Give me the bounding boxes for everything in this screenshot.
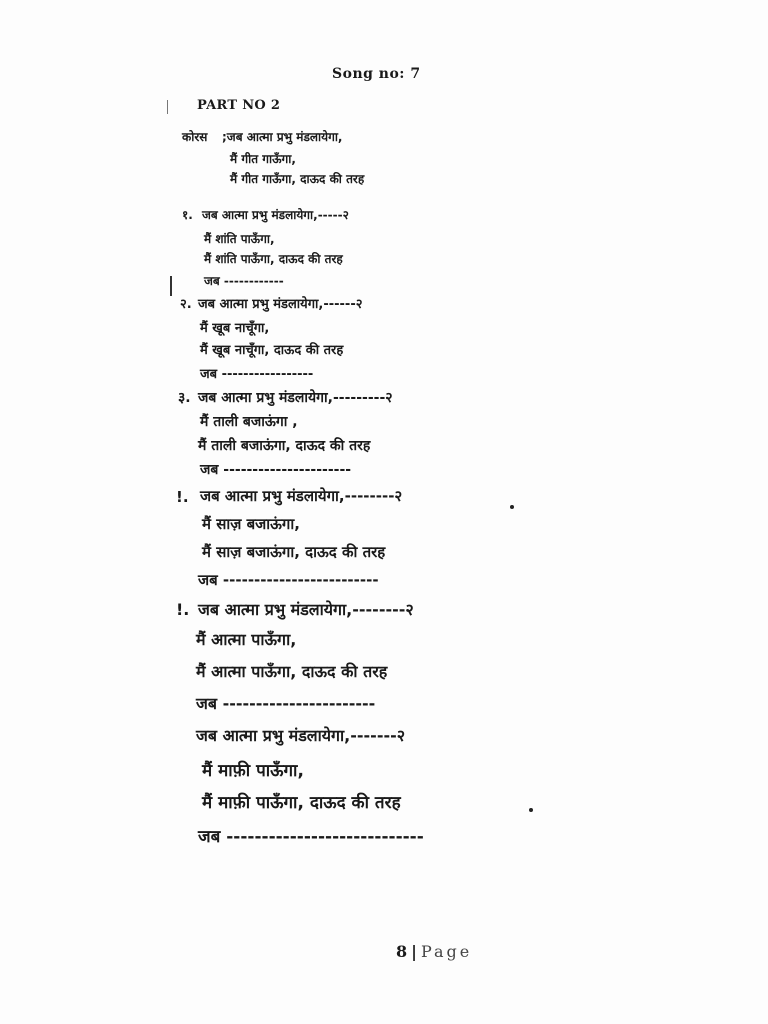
- verse-line: जब आत्मा प्रभु मंडलायेगा,--------२: [198, 600, 414, 619]
- verse-line: मैं साज़ बजाऊंगा,: [202, 515, 300, 533]
- verse-line: मैं साज़ बजाऊंगा, दाऊद की तरह: [202, 543, 386, 561]
- page-label: Page: [420, 942, 473, 961]
- verse-number: !.: [176, 600, 190, 619]
- verse-line: मैं खूब नाचूँगा, दाऊद की तरह: [200, 343, 344, 358]
- footer-separator: |: [411, 942, 417, 961]
- verse-line: जब ----------------------------: [198, 827, 424, 847]
- verse-line: मैं शांति पाऊँगा, दाऊद की तरह: [204, 252, 343, 266]
- verse-line: जब -----------------: [200, 367, 314, 382]
- verse-line: जब आत्मा प्रभु मंडलायेगा,-------२: [196, 726, 406, 745]
- verse-line: जब ----------------------: [200, 462, 352, 478]
- verse-line: जब आत्मा प्रभु मंडलायेगा,------२: [198, 297, 363, 312]
- chorus-line: मैं गीत गाऊँगा,: [230, 152, 296, 166]
- scan-speck: [510, 505, 514, 509]
- verse-line: जब आत्मा प्रभु मंडलायेगा,-----२: [202, 208, 349, 222]
- verse-number: २.: [180, 297, 192, 312]
- scan-mark: [167, 100, 168, 114]
- scan-speck: [529, 808, 533, 812]
- verse-line: मैं आत्मा पाऊँगा,: [196, 630, 297, 649]
- verse-line: मैं आत्मा पाऊँगा, दाऊद की तरह: [196, 662, 388, 681]
- chorus-line: मैं गीत गाऊँगा, दाऊद की तरह: [230, 172, 365, 186]
- verse-number: ३.: [178, 390, 191, 406]
- verse-line: जब आत्मा प्रभु मंडलायेगा,--------२: [200, 487, 403, 505]
- verse-line: मैं माफ़ी पाऊँगा, दाऊद की तरह: [202, 793, 401, 813]
- chorus-label: कोरस: [182, 130, 208, 144]
- page-footer: [396, 942, 472, 961]
- verse-line: जब -----------------------: [196, 694, 376, 713]
- scan-mark: [170, 276, 172, 296]
- verse-line: मैं शांति पाऊँगा,: [204, 232, 275, 246]
- verse-number: १.: [182, 208, 193, 222]
- verse-line: जब ------------: [204, 274, 284, 288]
- verse-line: मैं माफ़ी पाऊँगा,: [202, 761, 304, 781]
- part-title: PART NO 2: [197, 98, 281, 113]
- verse-line: मैं खूब नाचूँगा,: [200, 321, 270, 336]
- verse-line: मैं ताली बजाऊंगा ,: [200, 414, 298, 430]
- page-number: 8: [396, 942, 408, 961]
- verse-line: मैं ताली बजाऊंगा, दाऊद की तरह: [198, 438, 371, 454]
- chorus-line: ;जब आत्मा प्रभु मंडलायेगा,: [222, 130, 343, 144]
- verse-number: !.: [176, 488, 189, 506]
- song-number: Song no: 7: [332, 66, 421, 82]
- verse-line: जब आत्मा प्रभु मंडलायेगा,---------२: [198, 390, 393, 406]
- verse-line: जब -------------------------: [198, 571, 379, 589]
